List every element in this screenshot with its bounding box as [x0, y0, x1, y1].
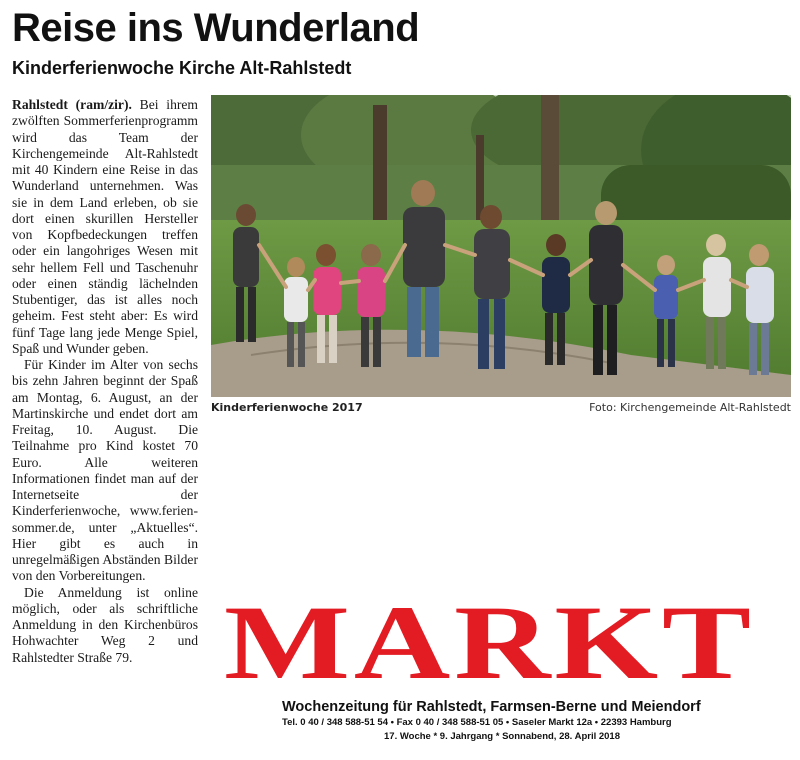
dateline: Rahlstedt (ram/zir).	[12, 97, 132, 112]
article-body	[12, 97, 198, 666]
article-paragraph-1	[12, 97, 198, 357]
photo-caption: Kinderferienwoche 2017	[211, 401, 363, 414]
masthead-contact: Tel. 0 40 / 348 588-51 54 • Fax 0 40 / 348 588-51 05 • Saseler Markt 12a • 22393 Hamburg	[282, 717, 672, 728]
newspaper-masthead	[224, 584, 790, 750]
paragraph-text-1: Bei ihrem zwölften Sommerferienprogramm wird das Team der Kirchengemeinde Alt-Rahlstedt mit 40 Kindern eine Reise in das Wunderland unternehmen. Was sie in dem Land erleben, ob sie dort einen skurillen Hersteller von Kopfbedeckungen treffen oder ein langohriges Wesen mit sehr hellem Fell und Taschenuhr oder einen ständig lächelnden Stubentiger, das ist alles noch geheim. Fest steht aber: Es wird fünf Tage lang jede Menge Spiel, Spaß und Wunder geben.	[12, 97, 199, 356]
headline: Reise ins Wunderland	[12, 6, 420, 50]
article-paragraph-2: Für Kinder im Alter von sechs bis zehn Jahren beginnt der Spaß am Montag, 6. August, an der Martinskirche und endet dort am Freitag, 10. August. Die Teilnahme pro Kind kostet 70 Euro. Alle weiteren Informationen findet man auf der Internetseite der Kinderferienwoche, www.ferien-sommer.de, unter „Aktuelles“. Hier gibt es auch in unregelmäßigen Abständen Bilder von den Vorbereitungen.	[12, 357, 198, 584]
group-photo	[211, 95, 791, 397]
photo-illustration	[211, 95, 791, 397]
masthead-issue: 17. Woche * 9. Jahrgang * Sonnabend, 28. April 2018	[384, 731, 620, 742]
masthead-subtitle: Wochenzeitung für Rahlstedt, Farmsen-Berne und Meiendorf	[282, 699, 701, 715]
subheadline: Kinderferienwoche Kirche Alt-Rahlstedt	[12, 58, 352, 78]
photo-credit: Foto: Kirchengemeinde Alt-Rahlstedt	[589, 401, 791, 414]
article-paragraph-3: Die Anmeldung ist online möglich, oder als schriftliche Anmeldung in den Kirchenbüros Hohwachter Weg 2 und Rahlstedter Straße 79.	[12, 584, 198, 665]
masthead-title: MARKT	[224, 584, 755, 701]
